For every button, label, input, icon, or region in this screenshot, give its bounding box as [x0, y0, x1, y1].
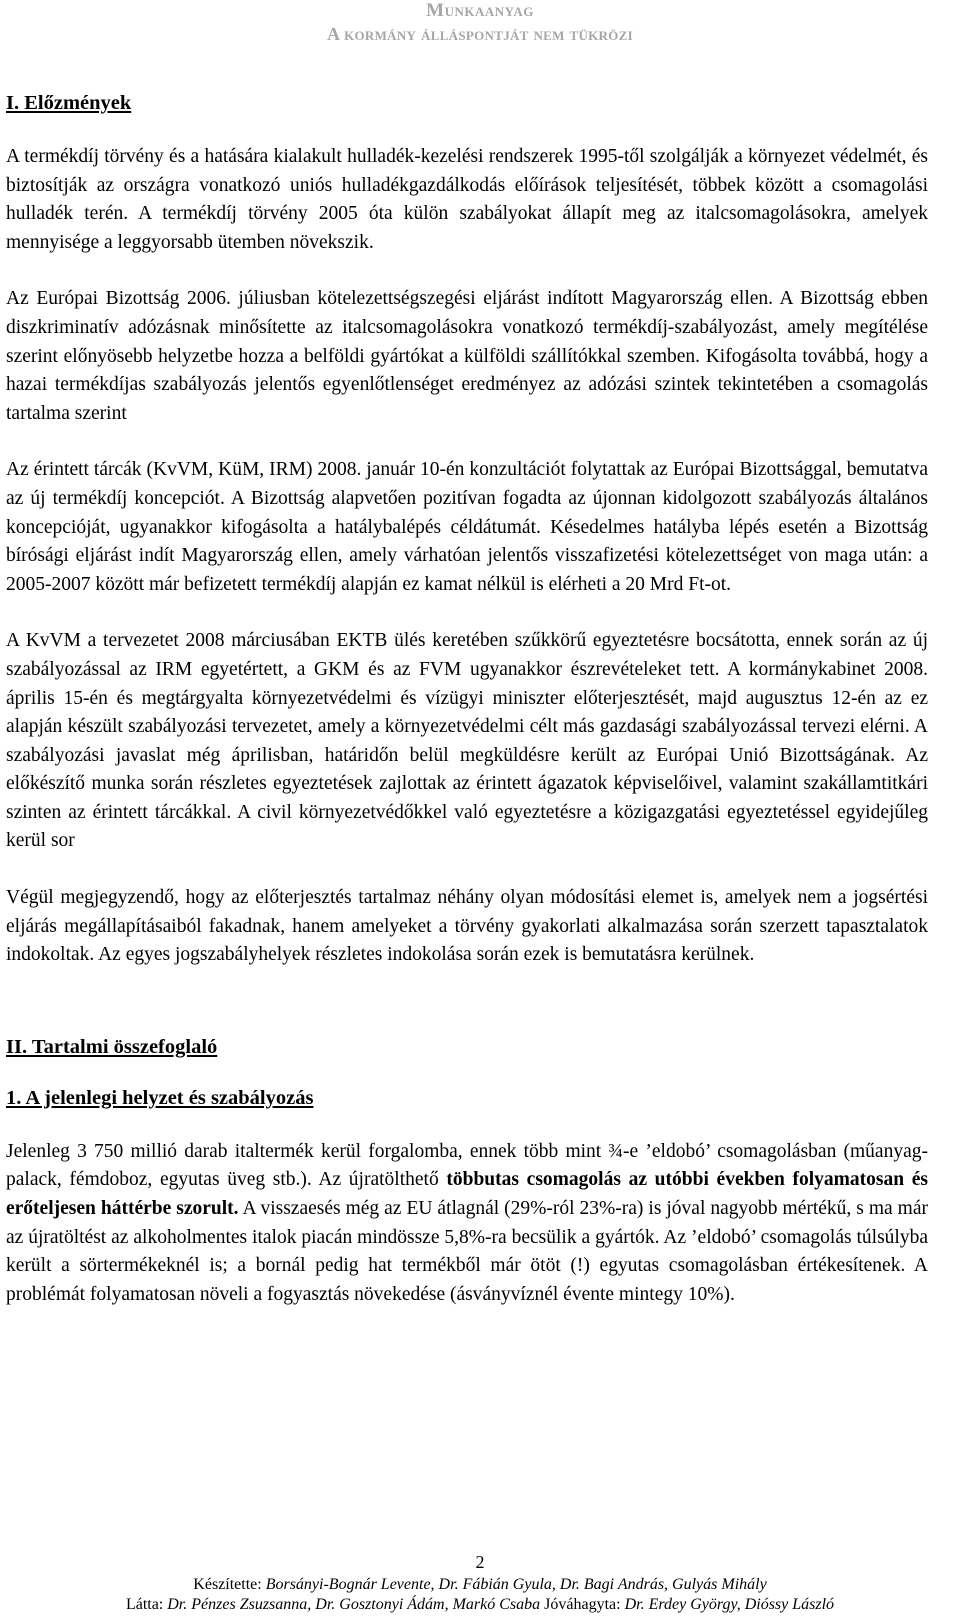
header-watermark-line1: Munkaanyag	[426, 0, 534, 21]
paragraph-3: Az érintett tárcák (KvVM, KüM, IRM) 2008. január 10-én konzultációt folytattak az Európai Bizottsággal, bemutatva az új termékdíj koncepciót. A Bizottság alapvetően pozitívan fogadta az újonnan kidolgozott szabályozás általános koncepcióját, ugyanakkor kifogásolta a hatálybalépés céldátumát. Késedelmes hatályba lépés esetén a Bizottság bírósági eljárást indít Magyarország ellen, amely várhatóan jelentős visszafizetési kötelezettséget von maga után: a 2005-2007 között már befizetett termékdíj alapján ez kamat nélkül is elérheti a 20 Mrd Ft-ot.	[6, 459, 928, 595]
section-title-elozmenyek: I. Előzmények	[6, 92, 132, 114]
bold-emphasis: többutas csomagolás az utóbbi években folyamatosan és erőteljesen háttérbe szorult.	[6, 1169, 928, 1220]
paragraph-1: A termékdíj törvény és a hatására kialakult hulladék-kezelési rendszerek 1995-től szolgálják a környezet védelmét, és biztosítják az országra vonatkozó uniós hulladékgazdálkodás előírások teljesítését, többek között a csomagolási hulladék terén. A termékdíj törvény 2005 óta külön szabályokat állapít meg az italcsomagolásokra, amelyek mennyisége a leggyorsabb ütemben növekszik.	[6, 146, 928, 253]
section-title-tartalmi-osszefoglalo: II. Tartalmi összefoglaló	[6, 1035, 218, 1058]
paragraph-4: A KvVM a tervezetet 2008 márciusában EKTB ülés keretében szűkkörű egyeztetésre bocsátotta, ennek során az új szabályozással az IRM egyetértett, a GKM és az FVM ugyanakkor észrevételeket tett. A kormánykabinet 2008. április 15-én és megtárgyalta környezetvédelmi és vízügyi miniszter előterjesztését, majd augusztus 12-én az ez alapján készült szabályozási tervezetet, amely a környezetvédelmi célt más gazdasági szabályozással tervezi elérni. A szabályozási javaslat még áprilisban, határidőn belül megküldésre került az Európai Unió Bizottságának. Az előkészítő munka során részletes egyeztetések zajlottak az érintett ágazatok képviselőivel, valamint szakállamtitkári szinten az érintett tárcákkal. A civil környezetvédőkkel való egyeztetésre a közigazgatási egyeztetéssel egyidejűleg kerül sor	[6, 630, 928, 852]
document-body	[6, 92, 928, 1309]
paragraph-6: Jelenleg 3 750 millió darab italtermék kerül forgalomba, ennek több mint ¾-e ’eldobó’ csomagolásban (műanyag-palack, fémdoboz, egyutas üveg stb.). Az újratölthető többutas csomagolás az utóbbi években folyamatosan és erőteljesen háttérbe szorult. A visszaesés még az EU átlagnál (29%-ról 23%-ra) is jóval nagyobb mértékű, s ma már az újratöltést az alkoholmentes italok piacán mindössze 5,8%-ra becsülik a gyártók. Az ’eldobó’ csomagolás túlsúlyba került a sörtermékeknél is; a bornál pedig hat termékből már ötöt (!) egyutas csomagolásban értékesítenek. A problémát folyamatosan növeli a fogyasztás növekedése (ásványvíznél évente mintegy 10%).	[6, 1140, 928, 1305]
paragraph-2: Az Európai Bizottság 2006. júliusban kötelezettségszegési eljárást indított Magyarország ellen. A Bizottság ebben diszkriminatív adózásnak minősítette az italcsomagolásokra vonatkozó termékdíj-szabályozást, amely megítélése szerint előnyösebb helyzetbe hozza a belföldi gyártókat a külföldi szállítókkal szemben. Kifogásolta továbbá, hogy a hazai termékdíjas szabályozás jelentős egyenlőtlenséget eredményez az adózási szintek tekintetében a csomagolás tartalma szerint	[6, 288, 928, 424]
footer-reviewed-approved: Látta: Dr. Pénzes Zsuzsanna, Dr. Gosztonyi Ádám, Markó Csaba Jóváhagyta: Dr. Erdey György, Dióssy László	[125, 1596, 835, 1613]
paragraph-5: Végül megjegyzendő, hogy az előterjesztés tartalmaz néhány olyan módosítási elemet is, amelyek nem a jogsértési eljárás megállapításaiból fakadnak, hanem amelyeket a törvény gyakorlati alkalmazása során szerzett tapasztalatok indokoltak. Az egyes jogszabályhelyek részletes indokolása során ezek is bemutatásra kerülnek.	[6, 887, 928, 966]
header-watermark-line2: A kormány álláspontját nem tükrözi	[326, 24, 633, 44]
page-number: 2	[475, 1552, 485, 1572]
subsection-title-jelenlegi-helyzet: 1. A jelenlegi helyzet és szabályozás	[6, 1086, 314, 1109]
footer-prepared-by: Készítette: Borsányi-Bognár Levente, Dr. Fábián Gyula, Dr. Bagi András, Gulyás Mihály	[193, 1576, 767, 1593]
